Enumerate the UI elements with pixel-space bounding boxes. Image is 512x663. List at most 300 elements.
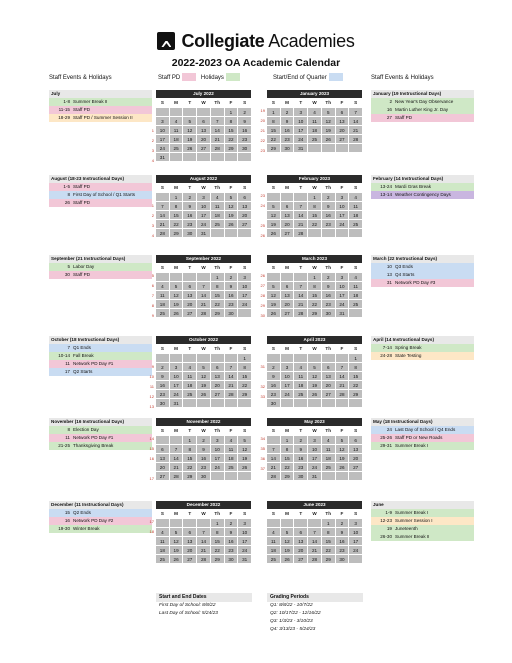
month-name: February 2023 [267, 175, 362, 183]
day-cell: 23 [336, 546, 350, 554]
event-date: 1-9 [385, 510, 392, 515]
day-cell: 11 [322, 445, 336, 453]
day-cell: 23 [183, 220, 197, 228]
month-name: September 2022 [156, 255, 251, 263]
week-number: 37 [260, 466, 265, 471]
day-cell: 13 [156, 454, 170, 462]
day-cell: 12 [322, 117, 336, 125]
event-text: State Testing [395, 353, 422, 358]
day-cell: 20 [353, 456, 359, 461]
event-item [49, 344, 152, 352]
event-item [49, 98, 152, 106]
day-cell: 11 [225, 445, 239, 453]
weekday-label: S [267, 344, 281, 353]
week-number: 22 [260, 138, 265, 143]
week-number: 23 [260, 148, 265, 153]
day-cell: 23 [322, 300, 336, 308]
week-number: 1 [151, 128, 154, 133]
day-cell: 11 [353, 284, 359, 289]
day-cell [238, 472, 251, 480]
weekday-label: F [225, 98, 239, 107]
day-cell [225, 153, 239, 161]
day-cell: 22 [281, 463, 295, 471]
day-cell: 21 [225, 381, 239, 389]
weekday-label: M [170, 344, 184, 353]
day-cell [197, 399, 211, 407]
event-section [371, 501, 474, 541]
event-item [371, 344, 474, 352]
legend-quarter [273, 73, 343, 83]
day-cell: 12 [267, 211, 281, 219]
day-cell: 15 [170, 211, 184, 219]
day-cell: 30 [225, 555, 239, 563]
day-cell: 9 [197, 445, 211, 453]
event-section [49, 255, 152, 279]
week-row [156, 389, 251, 398]
day-cell [183, 519, 197, 527]
day-cell: 29 [211, 309, 225, 317]
day-cell: 27 [281, 309, 295, 317]
day-cell: 4 [267, 528, 281, 536]
day-cell: 26 [183, 144, 197, 152]
day-cell [349, 309, 362, 317]
week-number: 9 [151, 313, 154, 318]
event-item [49, 263, 152, 271]
week-row [267, 210, 362, 219]
day-cell: 21 [353, 128, 359, 133]
week-row [156, 192, 251, 201]
day-cell: 11 [353, 204, 359, 209]
weekday-label: S [349, 509, 362, 518]
week-number: 23 [260, 193, 265, 198]
day-cell: 25 [156, 309, 170, 317]
day-cell: 10 [170, 372, 184, 380]
day-cell [322, 472, 336, 480]
day-cell: 16 [156, 381, 170, 389]
weekday-label: T [183, 509, 197, 518]
day-cell: 17 [211, 454, 225, 462]
day-cell: 28 [225, 390, 239, 398]
event-date: 17 [64, 369, 70, 374]
day-cell: 28 [170, 472, 184, 480]
weekday-label: F [336, 426, 350, 435]
day-cell: 24 [281, 390, 295, 398]
weekday-label: T [294, 98, 308, 107]
day-cell: 31 [197, 229, 211, 237]
day-cell: 29 [211, 555, 225, 563]
weekday-label: W [197, 183, 211, 192]
event-date: 7 [67, 345, 70, 350]
weekday-label: F [225, 509, 239, 518]
day-cell: 16 [336, 537, 350, 545]
day-cell: 1 [243, 356, 246, 361]
day-cell: 28 [211, 144, 225, 152]
day-cell: 31 [156, 153, 170, 161]
day-cell [183, 354, 197, 362]
weekday-label: Th [211, 263, 225, 272]
event-text: Network PD Day #1 [73, 435, 114, 440]
day-cell [294, 519, 308, 527]
event-item [371, 533, 474, 541]
weekday-label: W [308, 509, 322, 518]
event-section [49, 418, 152, 450]
day-cell [183, 399, 197, 407]
day-cell [322, 354, 336, 362]
day-cell: 15 [281, 454, 295, 462]
event-item [49, 191, 152, 199]
day-cell: 30 [281, 144, 295, 152]
day-cell: 18 [156, 300, 170, 308]
day-cell: 17 [197, 211, 211, 219]
event-text: Network PD Day #3 [395, 280, 436, 285]
weekday-label: W [308, 183, 322, 192]
day-cell: 30 [197, 472, 211, 480]
weekday-label: S [238, 509, 251, 518]
day-cell: 7 [170, 445, 184, 453]
weekday-header [267, 344, 362, 353]
month-calendar [156, 418, 251, 480]
day-cell [281, 273, 295, 281]
weekday-label: M [281, 263, 295, 272]
event-text: Summer Break I [395, 510, 429, 515]
day-cell: 4 [308, 108, 322, 116]
week-row [156, 545, 251, 554]
week-row [156, 210, 251, 219]
event-section-title: July [49, 90, 152, 98]
week-row [156, 527, 251, 536]
day-cell: 15 [322, 537, 336, 545]
day-cell: 21 [336, 381, 350, 389]
weekday-label: Th [211, 183, 225, 192]
event-date: 16 [386, 107, 392, 112]
day-cell: 16 [294, 454, 308, 462]
day-cell: 7 [197, 528, 211, 536]
day-cell: 6 [243, 195, 246, 200]
day-cell [156, 193, 170, 201]
day-cell: 12 [225, 202, 239, 210]
week-number: 28 [260, 293, 265, 298]
event-item [49, 106, 152, 114]
day-cell: 19 [170, 546, 184, 554]
event-date: 13-14 [380, 192, 392, 197]
event-text: First Day of School / Q1 Starts [73, 192, 136, 197]
event-text: Staff PD [73, 200, 91, 205]
event-text: Q1 Ends [73, 345, 91, 350]
weekday-label: T [183, 183, 197, 192]
weekday-label: S [238, 426, 251, 435]
day-cell: 16 [225, 537, 239, 545]
day-cell: 18 [156, 546, 170, 554]
month-calendar [267, 175, 362, 237]
day-cell: 1 [308, 193, 322, 201]
day-cell: 20 [183, 300, 197, 308]
day-cell: 12 [267, 291, 281, 299]
day-cell: 9 [183, 202, 197, 210]
day-cell: 15 [211, 537, 225, 545]
day-cell: 30 [225, 309, 239, 317]
day-cell: 19 [183, 135, 197, 143]
event-item [371, 106, 474, 114]
day-cell: 30 [294, 472, 308, 480]
day-cell: 9 [225, 282, 239, 290]
weekday-label: S [156, 98, 170, 107]
weekday-label: F [225, 183, 239, 192]
weekday-label: M [281, 426, 295, 435]
day-cell: 22 [225, 135, 239, 143]
day-cell: 23 [242, 137, 248, 142]
week-row [156, 272, 251, 281]
legend-holiday-swatch [226, 73, 240, 81]
day-cell: 28 [294, 309, 308, 317]
weekday-label: F [336, 98, 350, 107]
grading-periods [267, 593, 363, 634]
week-row [156, 453, 251, 462]
month-calendar [156, 336, 251, 407]
week-number: 19 [260, 108, 265, 113]
day-cell: 27 [183, 309, 197, 317]
day-cell: 21 [197, 546, 211, 554]
day-cell: 20 [242, 213, 248, 218]
day-cell: 2 [294, 436, 308, 444]
legend-start-end: Start/End of Quarter [273, 75, 327, 81]
event-section [371, 90, 474, 122]
day-cell [336, 472, 350, 480]
event-item [49, 271, 152, 279]
event-date: 18-29 [58, 115, 70, 120]
day-cell: 18 [267, 546, 281, 554]
day-cell: 24 [211, 463, 225, 471]
week-row [156, 380, 251, 389]
week-number: 2 [151, 138, 154, 143]
week-row [156, 353, 251, 362]
grading-title: Grading Periods [267, 593, 363, 602]
week-row [267, 353, 362, 362]
event-section [49, 175, 152, 207]
week-number: 11 [149, 384, 154, 389]
day-cell: 1 [281, 436, 295, 444]
event-date: 5 [67, 264, 70, 269]
event-date: 12-23 [380, 518, 392, 523]
event-text: Election Day [73, 427, 99, 432]
event-date: 25-26 [380, 435, 392, 440]
day-cell: 3 [281, 363, 295, 371]
month-calendar [156, 501, 251, 563]
week-number: 33 [260, 394, 265, 399]
day-cell: 23 [294, 463, 308, 471]
week-row [267, 453, 362, 462]
day-cell: 21 [267, 463, 281, 471]
event-text: Winter Break [73, 526, 100, 531]
week-number: 7 [151, 293, 154, 298]
day-cell: 22 [308, 220, 322, 228]
week-row [156, 143, 251, 152]
day-cell: 4 [354, 195, 357, 200]
day-cell [308, 144, 322, 152]
day-cell: 23 [197, 463, 211, 471]
day-cell: 27 [336, 135, 350, 143]
day-cell: 28 [197, 309, 211, 317]
day-cell: 2 [225, 519, 239, 527]
day-cell: 28 [336, 390, 350, 398]
event-section [371, 336, 474, 360]
day-cell: 22 [183, 463, 197, 471]
day-cell: 30 [183, 229, 197, 237]
day-cell: 4 [156, 528, 170, 536]
event-item [371, 434, 474, 442]
day-cell: 9 [322, 282, 336, 290]
day-cell: 14 [336, 372, 350, 380]
event-date: 1-5 [63, 184, 70, 189]
week-row [156, 554, 251, 563]
weekday-header [267, 509, 362, 518]
day-cell: 18 [211, 211, 225, 219]
grading-q4: Q4: 3/13/23 - 5/24/23 [270, 627, 316, 632]
day-cell: 25 [225, 463, 239, 471]
week-row [267, 143, 362, 152]
week-row [267, 201, 362, 210]
day-cell: 26 [322, 135, 336, 143]
weekday-label: Th [322, 426, 336, 435]
weekday-header [156, 263, 251, 272]
week-number: 32 [260, 384, 265, 389]
week-number: 20 [260, 118, 265, 123]
event-text: Staff PD [73, 184, 91, 189]
weekday-label: S [349, 263, 362, 272]
weekday-label: F [336, 263, 350, 272]
event-date: 26 [64, 200, 70, 205]
day-cell: 24 [336, 220, 350, 228]
day-cell: 11 [156, 291, 170, 299]
week-row [267, 398, 362, 407]
day-cell [322, 144, 336, 152]
event-text: Juneteenth [395, 526, 418, 531]
day-cell: 28 [294, 229, 308, 237]
grading-q2: Q2: 10/17/22 - 12/16/22 [270, 611, 321, 616]
week-number: 10 [149, 374, 154, 379]
day-cell: 10 [336, 202, 350, 210]
event-item [49, 509, 152, 517]
weekday-header [267, 426, 362, 435]
day-cell: 16 [242, 128, 248, 133]
weekday-header [267, 263, 362, 272]
day-cell: 26 [267, 309, 281, 317]
day-cell [170, 436, 184, 444]
day-cell: 8 [281, 445, 295, 453]
day-cell: 31 [308, 472, 322, 480]
week-row [267, 389, 362, 398]
event-item [49, 183, 152, 191]
day-cell: 16 [281, 126, 295, 134]
day-cell: 1 [211, 519, 225, 527]
day-cell: 2 [183, 193, 197, 201]
day-cell: 20 [197, 135, 211, 143]
day-cell [308, 229, 322, 237]
day-cell: 4 [294, 363, 308, 371]
right-column-header: Staff Events & Holidays [371, 75, 434, 81]
week-row [156, 362, 251, 371]
day-cell: 22 [322, 546, 336, 554]
day-cell [281, 354, 295, 362]
day-cell [294, 273, 308, 281]
legend [158, 73, 240, 83]
day-cell [349, 472, 362, 480]
weekday-label: S [267, 509, 281, 518]
day-cell: 22 [242, 383, 248, 388]
event-item [49, 352, 152, 360]
week-row [267, 536, 362, 545]
day-cell: 28 [156, 229, 170, 237]
weekday-label: F [225, 263, 239, 272]
day-cell: 27 [197, 144, 211, 152]
week-row [267, 290, 362, 299]
week-row [267, 371, 362, 380]
weekday-label: W [197, 98, 211, 107]
day-cell [322, 229, 336, 237]
week-row [267, 554, 362, 563]
week-number: 36 [260, 456, 265, 461]
weekday-label: Th [211, 98, 225, 107]
day-cell: 18 [353, 293, 359, 298]
week-row [156, 134, 251, 143]
week-row [267, 308, 362, 317]
day-cell: 5 [308, 363, 322, 371]
day-cell: 13 [294, 537, 308, 545]
day-cell: 16 [225, 291, 239, 299]
grading-q1: Q1: 8/8/22 - 10/7/22 [270, 603, 313, 608]
weekday-header [156, 426, 251, 435]
event-text: Staff PD / Summer Session II [73, 115, 133, 120]
day-cell [211, 472, 225, 480]
week-row [156, 444, 251, 453]
event-date: 24 [386, 427, 392, 432]
event-section-title: May (18 Instructional Days) [371, 418, 474, 426]
day-cell: 3 [294, 108, 308, 116]
event-item [49, 442, 152, 450]
event-item [49, 525, 152, 533]
week-number: 18 [149, 529, 154, 534]
day-cell: 14 [197, 537, 211, 545]
day-cell [170, 108, 184, 116]
page-title: 2022-2023 OA Academic Calendar [171, 57, 341, 69]
week-row [267, 444, 362, 453]
day-cell: 1 [322, 519, 336, 527]
day-cell: 18 [308, 126, 322, 134]
day-cell: 7 [336, 363, 350, 371]
legend-pd-swatch [182, 73, 196, 81]
day-cell: 2 [156, 363, 170, 371]
weekday-label: T [294, 344, 308, 353]
day-cell: 12 [308, 372, 322, 380]
day-cell [349, 229, 362, 237]
day-cell: 13 [336, 117, 350, 125]
day-cell: 1 [211, 273, 225, 281]
weekday-label: S [238, 98, 251, 107]
day-cell: 3 [211, 436, 225, 444]
event-item [49, 434, 152, 442]
month-name: December 2022 [156, 501, 251, 509]
day-cell: 29 [353, 392, 359, 397]
event-date: 13-24 [380, 184, 392, 189]
weekday-label: T [294, 509, 308, 518]
weekday-label: W [197, 509, 211, 518]
event-item [371, 442, 474, 450]
day-cell: 10 [353, 530, 359, 535]
day-cell [156, 519, 170, 527]
day-cell: 14 [170, 454, 184, 462]
day-cell: 3 [308, 436, 322, 444]
day-cell: 6 [281, 282, 295, 290]
day-cell: 14 [211, 126, 225, 134]
